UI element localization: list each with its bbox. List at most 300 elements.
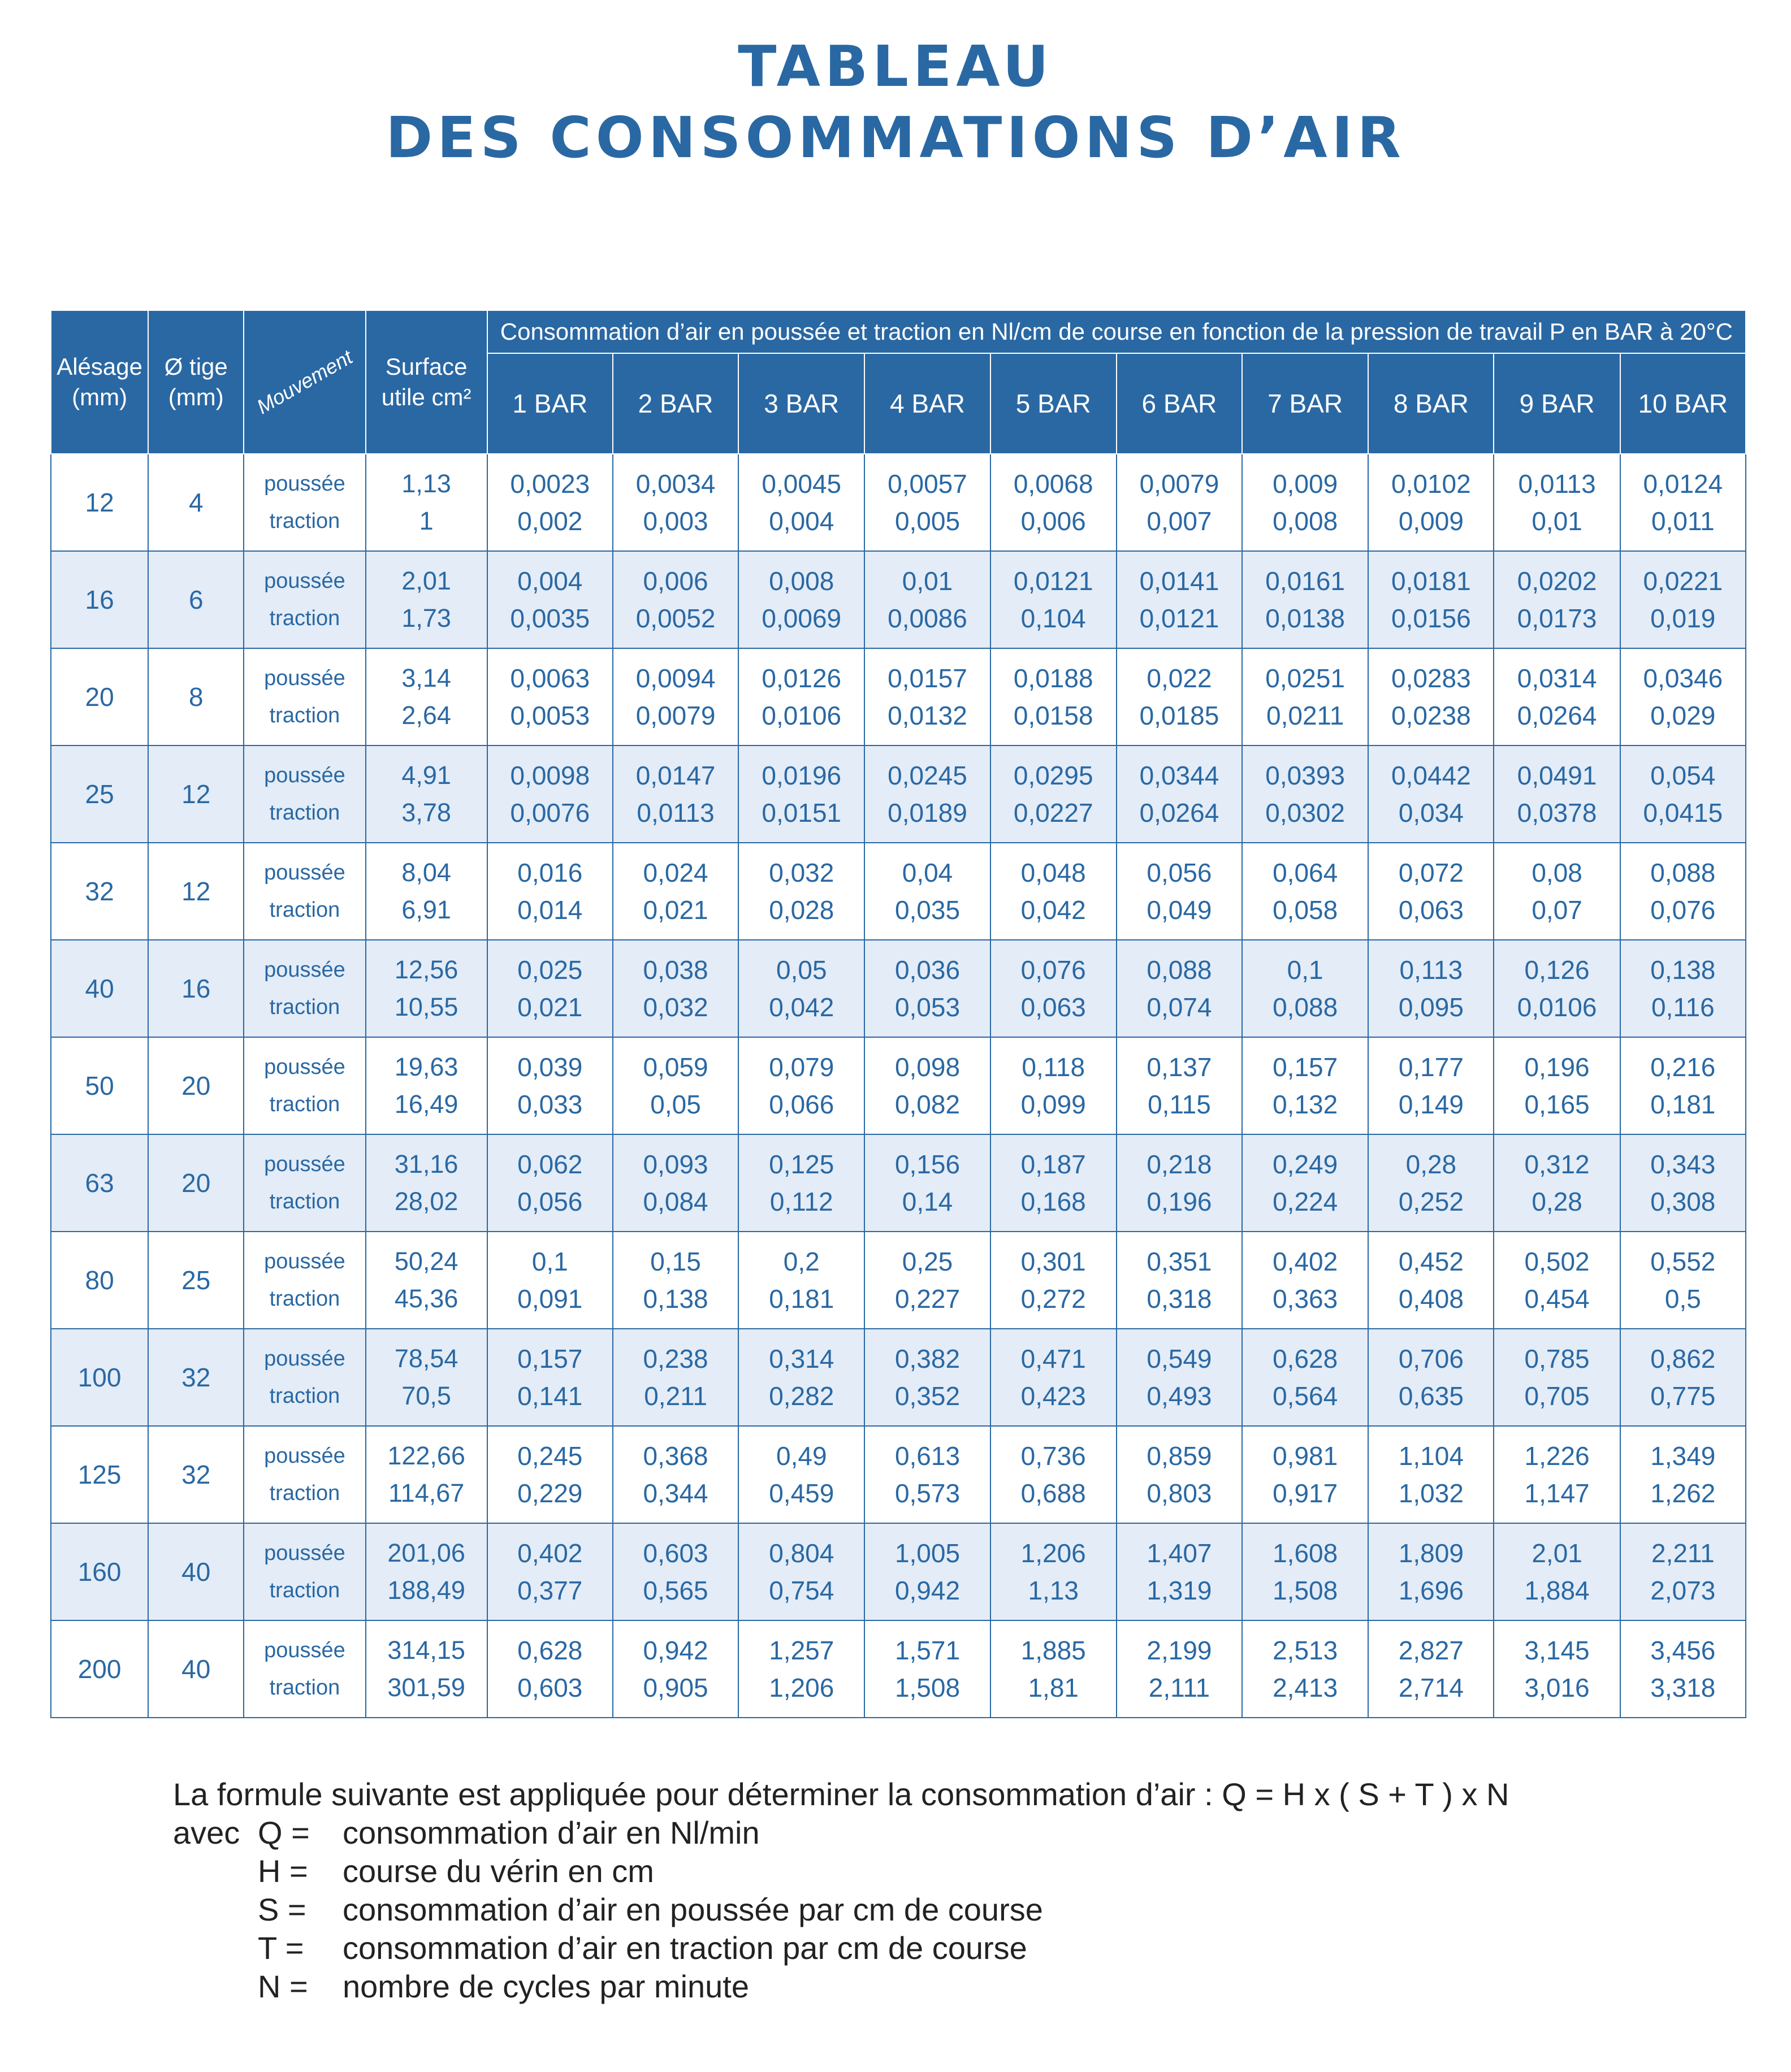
cell-bar-8-line: 0,063	[1398, 895, 1464, 925]
cell-bar-1-line: 0,157	[517, 1344, 583, 1373]
cell-bar-6	[1117, 940, 1242, 1037]
cell-surface-line: 314,15	[387, 1636, 465, 1664]
cell-bar-4-line: 0,573	[894, 1479, 961, 1508]
cell-bar-4-line: 0,0245	[888, 761, 967, 790]
cell-bar-8-line: 0,0102	[1391, 469, 1471, 499]
cell-surface-line: 201,06	[387, 1538, 465, 1567]
cell-bar-7-line: 0,058	[1273, 895, 1338, 925]
cell-mouvement	[244, 1232, 365, 1329]
definition-text: nombre de cycles par minute	[343, 1969, 750, 2004]
cell-bar-2	[613, 940, 738, 1037]
cell-bar-5	[990, 1620, 1117, 1718]
cell-bar-10-line: 1,262	[1650, 1479, 1716, 1508]
cell-bar-2-line: 0,05	[650, 1090, 701, 1119]
cell-bar-5	[990, 1426, 1117, 1523]
cell-bar-5-line: 0,006	[1020, 506, 1086, 536]
cell-mouvement-line: traction	[269, 1287, 340, 1311]
cell-mouvement-line: traction	[269, 1190, 340, 1213]
cell-bar-3-line: 0,066	[769, 1090, 834, 1119]
cell-bar-10	[1620, 1620, 1746, 1718]
cell-surface-line: 10,55	[394, 992, 458, 1021]
cell-bar-5-line: 0,168	[1020, 1187, 1086, 1216]
cell-bar-3-line: 0,112	[769, 1187, 833, 1216]
cell-bar-1-line: 0,025	[517, 955, 583, 985]
cell-bar-9-line: 1,884	[1524, 1576, 1590, 1605]
cell-bar-5-line: 0,0121	[1013, 566, 1093, 596]
cell-mouvement-line: traction	[269, 606, 340, 630]
cell-bar-6-line: 1,407	[1147, 1538, 1212, 1568]
cell-bar-4-line: 0,14	[902, 1187, 953, 1216]
cell-bar-7	[1242, 1620, 1368, 1718]
cell-bar-8	[1368, 648, 1494, 745]
table-row	[51, 1329, 1746, 1426]
cell-bar-7-line: 0,981	[1273, 1441, 1338, 1471]
cell-bar-5	[990, 648, 1117, 745]
cell-bar-1-line: 0,245	[517, 1441, 583, 1471]
cell-bar-4-line: 0,0132	[888, 701, 967, 730]
cell-bar-3	[738, 1426, 864, 1523]
cell-tige: 32	[148, 1329, 244, 1426]
cell-bar-2	[613, 843, 738, 940]
cell-bar-5-line: 0,272	[1020, 1284, 1086, 1314]
cell-bar-9-line: 0,0202	[1517, 566, 1597, 596]
cell-bar-1	[487, 940, 613, 1037]
cell-mouvement-line: traction	[269, 801, 340, 825]
cell-bar-10	[1620, 940, 1746, 1037]
cell-bar-3-line: 0,0106	[762, 701, 842, 730]
cell-bar-10-line: 0,775	[1650, 1381, 1716, 1411]
cell-bar-9	[1494, 745, 1620, 843]
cell-bar-8-line: 2,827	[1398, 1636, 1464, 1665]
cell-bar-5-line: 0,736	[1020, 1441, 1086, 1471]
cell-bar-10-line: 0,5	[1664, 1284, 1701, 1314]
cell-bar-10-line: 0,308	[1650, 1187, 1716, 1216]
cell-bar-8-line: 0,28	[1405, 1150, 1457, 1179]
cell-bar-5-line: 0,063	[1020, 992, 1086, 1022]
cell-bar-1	[487, 843, 613, 940]
cell-mouvement-line: poussée	[264, 1152, 345, 1176]
cell-bar-2-line: 0,238	[643, 1344, 708, 1373]
cell-bar-7-line: 1,608	[1273, 1538, 1338, 1568]
cell-bar-1-line: 0,0063	[510, 664, 590, 693]
cell-bar-9-line: 0,454	[1524, 1284, 1590, 1314]
header-alesage-unit: (mm)	[72, 384, 128, 410]
header-bar-8: 8 BAR	[1368, 353, 1494, 454]
cell-bar-2-line: 0,0079	[635, 701, 716, 730]
cell-bar-7-line: 0,363	[1273, 1284, 1338, 1314]
definition-row	[173, 1814, 1509, 1852]
cell-mouvement-line: poussée	[264, 569, 345, 593]
formula-notes	[173, 1775, 1509, 2006]
table-row	[51, 648, 1746, 745]
cell-bar-8-line: 0,095	[1398, 992, 1464, 1022]
cell-bar-3-line: 0,079	[769, 1052, 834, 1082]
cell-bar-5-line: 1,206	[1020, 1538, 1086, 1568]
cell-bar-9-line: 3,016	[1524, 1673, 1590, 1702]
cell-bar-4-line: 0,036	[894, 955, 961, 985]
cell-bar-4	[864, 1037, 990, 1134]
cell-bar-10	[1620, 1232, 1746, 1329]
cell-bar-4-line: 0,613	[894, 1441, 961, 1471]
cell-surface-line: 8,04	[401, 858, 451, 887]
cell-bar-10	[1620, 1523, 1746, 1620]
cell-bar-8-line: 0,0283	[1391, 664, 1471, 693]
header-bar-2: 2 BAR	[613, 353, 738, 454]
cell-bar-5-line: 0,042	[1020, 895, 1086, 925]
cell-bar-6-line: 0,0344	[1139, 761, 1219, 790]
cell-bar-1	[487, 1523, 613, 1620]
cell-surface-line: 45,36	[394, 1284, 458, 1313]
cell-tige: 40	[148, 1620, 244, 1718]
cell-bar-3-line: 1,257	[769, 1636, 834, 1665]
cell-bar-9-line: 0,07	[1532, 895, 1582, 925]
definition-symbol: N =	[258, 1969, 308, 2004]
cell-bar-4	[864, 1329, 990, 1426]
cell-mouvement	[244, 1329, 365, 1426]
cell-bar-5	[990, 843, 1117, 940]
cell-bar-4-line: 0,04	[902, 858, 953, 887]
consumption-table	[50, 310, 1746, 1718]
table-row	[51, 1620, 1746, 1718]
cell-bar-8	[1368, 1426, 1494, 1523]
cell-bar-6-line: 0,007	[1147, 506, 1212, 536]
cell-bar-2	[613, 551, 738, 648]
cell-bar-8-line: 0,149	[1398, 1090, 1464, 1119]
cell-bar-8-line: 0,408	[1398, 1284, 1464, 1314]
cell-bar-3-line: 0,754	[769, 1576, 834, 1605]
cell-bar-8-line: 1,696	[1398, 1576, 1464, 1605]
cell-bar-7-line: 0,1	[1287, 955, 1323, 985]
cell-bar-8-line: 0,177	[1398, 1052, 1464, 1082]
cell-surface-line: 6,91	[401, 895, 451, 924]
cell-bar-4-line: 0,942	[894, 1576, 961, 1605]
cell-bar-2-line: 0,084	[643, 1187, 708, 1216]
cell-bar-6-line: 0,218	[1147, 1150, 1212, 1179]
cell-surface-line: 1,73	[401, 604, 451, 632]
cell-bar-1-line: 0,062	[517, 1150, 583, 1179]
cell-bar-6-line: 0,022	[1147, 664, 1212, 693]
cell-bar-8-line: 2,714	[1398, 1673, 1464, 1702]
header-consommation: Consommation d’air en poussée et traction en Nl/cm de course en fonction de la pression de travail P en BAR à 20°C	[487, 310, 1746, 353]
cell-surface-line: 31,16	[394, 1150, 458, 1178]
header-bar-9: 9 BAR	[1494, 353, 1620, 454]
cell-bar-10	[1620, 745, 1746, 843]
cell-bar-7-line: 0,249	[1273, 1150, 1338, 1179]
cell-bar-1-line: 0,039	[517, 1052, 583, 1082]
cell-bar-8	[1368, 1620, 1494, 1718]
cell-surface	[366, 940, 487, 1037]
cell-bar-3	[738, 648, 864, 745]
cell-bar-3-line: 0,042	[769, 992, 834, 1022]
cell-bar-1-line: 0,0023	[510, 469, 590, 499]
cell-bar-8-line: 1,809	[1398, 1538, 1464, 1568]
cell-bar-5-line: 0,048	[1020, 858, 1086, 887]
cell-surface	[366, 1232, 487, 1329]
cell-bar-10	[1620, 1037, 1746, 1134]
cell-bar-1	[487, 1426, 613, 1523]
cell-bar-5	[990, 1134, 1117, 1232]
cell-bar-9-line: 0,196	[1524, 1052, 1590, 1082]
cell-bar-10	[1620, 648, 1746, 745]
table-body	[51, 454, 1746, 1718]
cell-mouvement-line: poussée	[264, 1638, 345, 1662]
cell-bar-3-line: 0,0196	[762, 761, 842, 790]
title-line-2: DES CONSOMMATIONS D’AIR	[386, 105, 1405, 171]
cell-bar-1	[487, 648, 613, 745]
cell-bar-6-line: 0,351	[1147, 1247, 1212, 1276]
cell-bar-3	[738, 454, 864, 551]
cell-mouvement-line: poussée	[264, 666, 345, 690]
cell-mouvement-line: poussée	[264, 1444, 345, 1468]
cell-bar-8-line: 0,252	[1398, 1187, 1464, 1216]
table-row	[51, 1037, 1746, 1134]
cell-bar-8-line: 0,452	[1398, 1247, 1464, 1276]
cell-bar-4	[864, 1426, 990, 1523]
cell-bar-9	[1494, 551, 1620, 648]
cell-bar-6	[1117, 1426, 1242, 1523]
cell-bar-9	[1494, 454, 1620, 551]
cell-bar-9-line: 0,165	[1524, 1090, 1590, 1119]
cell-bar-9-line: 2,01	[1532, 1538, 1582, 1568]
cell-bar-10-line: 0,011	[1651, 506, 1715, 536]
cell-bar-5-line: 0,187	[1020, 1150, 1086, 1179]
cell-bar-8-line: 0,072	[1398, 858, 1464, 887]
cell-bar-4	[864, 1134, 990, 1232]
cell-bar-4-line: 0,005	[894, 506, 961, 536]
cell-bar-10	[1620, 454, 1746, 551]
cell-bar-5-line: 0,118	[1022, 1052, 1085, 1082]
cell-bar-10-line: 2,211	[1651, 1538, 1715, 1568]
cell-bar-4	[864, 648, 990, 745]
table-row	[51, 745, 1746, 843]
cell-bar-4-line: 0,227	[894, 1284, 961, 1314]
cell-bar-8	[1368, 1134, 1494, 1232]
cell-bar-6	[1117, 1134, 1242, 1232]
table-row	[51, 1134, 1746, 1232]
cell-bar-8-line: 1,032	[1398, 1479, 1464, 1508]
cell-bar-6-line: 0,088	[1147, 955, 1212, 985]
cell-bar-7-line: 0,157	[1273, 1052, 1338, 1082]
cell-bar-8-line: 0,009	[1398, 506, 1464, 536]
cell-alesage: 40	[51, 940, 148, 1037]
cell-bar-9	[1494, 843, 1620, 940]
cell-bar-10-line: 0,0346	[1643, 664, 1723, 693]
cell-surface	[366, 1329, 487, 1426]
formula-text: La formule suivante est appliquée pour déterminer la consommation d’air : Q = H x ( S + T ) x N	[173, 1776, 1509, 1812]
definition-symbol: H =	[258, 1853, 308, 1889]
cell-bar-7-line: 0,0393	[1265, 761, 1345, 790]
cell-bar-10-line: 0,0124	[1643, 469, 1723, 499]
cell-bar-4-line: 0,0086	[888, 604, 967, 633]
cell-bar-2	[613, 745, 738, 843]
cell-bar-5-line: 0,076	[1020, 955, 1086, 985]
cell-mouvement-line: traction	[269, 509, 340, 533]
cell-bar-4	[864, 940, 990, 1037]
cell-bar-5-line: 0,471	[1020, 1344, 1086, 1373]
cell-bar-5-line: 1,885	[1020, 1636, 1086, 1665]
cell-surface-line: 28,02	[394, 1187, 458, 1216]
cell-bar-9-line: 0,0314	[1517, 664, 1597, 693]
cell-bar-10-line: 0,138	[1650, 955, 1716, 985]
cell-bar-2-line: 0,059	[643, 1052, 708, 1082]
cell-bar-2	[613, 1620, 738, 1718]
cell-bar-1-line: 0,0076	[510, 798, 590, 827]
cell-bar-2	[613, 1134, 738, 1232]
header-tige-unit: (mm)	[168, 384, 224, 410]
cell-alesage: 100	[51, 1329, 148, 1426]
cell-bar-6-line: 0,0185	[1139, 701, 1219, 730]
cell-bar-9-line: 0,28	[1532, 1187, 1582, 1216]
cell-bar-6-line: 0,196	[1147, 1187, 1212, 1216]
cell-surface-line: 1	[419, 506, 434, 535]
cell-surface-line: 2,01	[401, 566, 451, 595]
cell-tige: 12	[148, 745, 244, 843]
cell-tige: 6	[148, 551, 244, 648]
header-surface-unit: utile cm²	[381, 384, 471, 410]
header-tige	[148, 310, 244, 454]
cell-bar-6	[1117, 551, 1242, 648]
cell-mouvement-line: traction	[269, 1481, 340, 1505]
cell-bar-7-line: 1,508	[1273, 1576, 1338, 1605]
cell-bar-6-line: 0,056	[1147, 858, 1212, 887]
cell-bar-5-line: 0,688	[1020, 1479, 1086, 1508]
cell-bar-9	[1494, 1037, 1620, 1134]
cell-bar-5-line: 0,423	[1020, 1381, 1086, 1411]
cell-bar-5-line: 0,0188	[1013, 664, 1093, 693]
cell-bar-3-line: 0,2	[783, 1247, 820, 1276]
cell-bar-2	[613, 1037, 738, 1134]
definition-lead	[173, 1891, 258, 1929]
cell-bar-7-line: 0,224	[1273, 1187, 1338, 1216]
cell-bar-1	[487, 454, 613, 551]
cell-bar-9	[1494, 1134, 1620, 1232]
cell-bar-2-line: 0,024	[643, 858, 708, 887]
cell-bar-2	[613, 1523, 738, 1620]
definition-row	[173, 1929, 1509, 1967]
cell-bar-2	[613, 1426, 738, 1523]
cell-mouvement-line: traction	[269, 898, 340, 922]
cell-bar-10	[1620, 1426, 1746, 1523]
cell-bar-7-line: 2,513	[1273, 1636, 1338, 1665]
cell-bar-8-line: 0,113	[1399, 955, 1463, 985]
cell-bar-10-line: 2,073	[1650, 1576, 1716, 1605]
definition-lead	[173, 1852, 258, 1891]
cell-bar-9-line: 0,0113	[1518, 469, 1596, 499]
definition-text: consommation d’air en poussée par cm de course	[343, 1892, 1043, 1927]
cell-surface	[366, 454, 487, 551]
cell-bar-5	[990, 454, 1117, 551]
cell-bar-9-line: 0,0491	[1517, 761, 1597, 790]
cell-bar-8	[1368, 745, 1494, 843]
cell-bar-6-line: 1,319	[1147, 1576, 1212, 1605]
cell-surface-line: 78,54	[394, 1344, 458, 1373]
cell-bar-2-line: 0,038	[643, 955, 708, 985]
cell-tige: 4	[148, 454, 244, 551]
cell-alesage: 16	[51, 551, 148, 648]
cell-bar-9	[1494, 1620, 1620, 1718]
cell-bar-3-line: 1,206	[769, 1673, 834, 1702]
cell-bar-1-line: 0,0053	[510, 701, 590, 730]
cell-bar-7-line: 0,402	[1273, 1247, 1338, 1276]
cell-bar-4-line: 0,0057	[888, 469, 967, 499]
cell-alesage: 200	[51, 1620, 148, 1718]
cell-surface-line: 2,64	[401, 701, 451, 730]
cell-bar-2-line: 0,942	[643, 1636, 708, 1665]
cell-bar-9-line: 0,01	[1532, 506, 1582, 536]
cell-bar-8	[1368, 1523, 1494, 1620]
cell-bar-6-line: 2,111	[1148, 1673, 1210, 1702]
cell-bar-9-line: 0,785	[1524, 1344, 1590, 1373]
cell-bar-9	[1494, 1426, 1620, 1523]
cell-bar-5	[990, 551, 1117, 648]
cell-bar-9-line: 0,0173	[1517, 604, 1597, 633]
cell-surface-line: 50,24	[394, 1247, 458, 1276]
cell-surface-line: 12,56	[394, 955, 458, 984]
cell-bar-9-line: 0,0106	[1517, 992, 1597, 1022]
cell-bar-4-line: 0,382	[894, 1344, 961, 1373]
cell-surface	[366, 1620, 487, 1718]
header-bar-1: 1 BAR	[487, 353, 613, 454]
header-bar-6: 6 BAR	[1117, 353, 1242, 454]
cell-bar-6-line: 0,803	[1147, 1479, 1212, 1508]
definition-text: course du vérin en cm	[343, 1853, 654, 1889]
cell-bar-4	[864, 551, 990, 648]
cell-bar-3-line: 0,314	[769, 1344, 834, 1373]
cell-mouvement	[244, 940, 365, 1037]
cell-mouvement-line: poussée	[264, 1250, 345, 1273]
cell-surface-line: 188,49	[387, 1576, 465, 1605]
cell-bar-1-line: 0,033	[517, 1090, 583, 1119]
cell-bar-10	[1620, 843, 1746, 940]
cell-bar-7-line: 0,008	[1273, 506, 1338, 536]
cell-bar-9-line: 0,126	[1524, 955, 1590, 985]
cell-surface	[366, 843, 487, 940]
cell-bar-4	[864, 745, 990, 843]
cell-bar-1-line: 0,0098	[510, 761, 590, 790]
cell-bar-6	[1117, 1620, 1242, 1718]
cell-mouvement	[244, 1523, 365, 1620]
cell-bar-7-line: 0,064	[1273, 858, 1338, 887]
cell-bar-4-line: 1,571	[894, 1636, 961, 1665]
cell-bar-2-line: 0,603	[643, 1538, 708, 1568]
header-alesage-label: Alésage	[57, 353, 142, 380]
cell-mouvement-line: poussée	[264, 1055, 345, 1079]
cell-bar-2-line: 0,211	[644, 1381, 707, 1411]
cell-bar-5	[990, 940, 1117, 1037]
cell-bar-3-line: 0,028	[769, 895, 834, 925]
cell-bar-7-line: 0,009	[1273, 469, 1338, 499]
cell-bar-3-line: 0,125	[769, 1150, 834, 1179]
header-mouvement-label: Mouvement	[252, 345, 357, 419]
cell-bar-1-line: 0,603	[517, 1673, 583, 1702]
cell-bar-2	[613, 1232, 738, 1329]
cell-bar-7-line: 0,0251	[1265, 664, 1345, 693]
cell-bar-2-line: 0,003	[643, 506, 708, 536]
cell-bar-4-line: 0,352	[894, 1381, 961, 1411]
cell-bar-4-line: 1,005	[894, 1538, 961, 1568]
cell-bar-9-line: 0,312	[1524, 1150, 1590, 1179]
cell-bar-10-line: 0,088	[1650, 858, 1716, 887]
cell-bar-10-line: 0,0415	[1643, 798, 1723, 827]
cell-alesage: 25	[51, 745, 148, 843]
table-row	[51, 940, 1746, 1037]
cell-bar-6-line: 0,0264	[1139, 798, 1219, 827]
cell-bar-1	[487, 551, 613, 648]
cell-bar-3-line: 0,459	[769, 1479, 834, 1508]
cell-bar-10-line: 0,076	[1650, 895, 1716, 925]
cell-bar-2-line: 0,006	[643, 566, 708, 596]
cell-surface	[366, 1134, 487, 1232]
